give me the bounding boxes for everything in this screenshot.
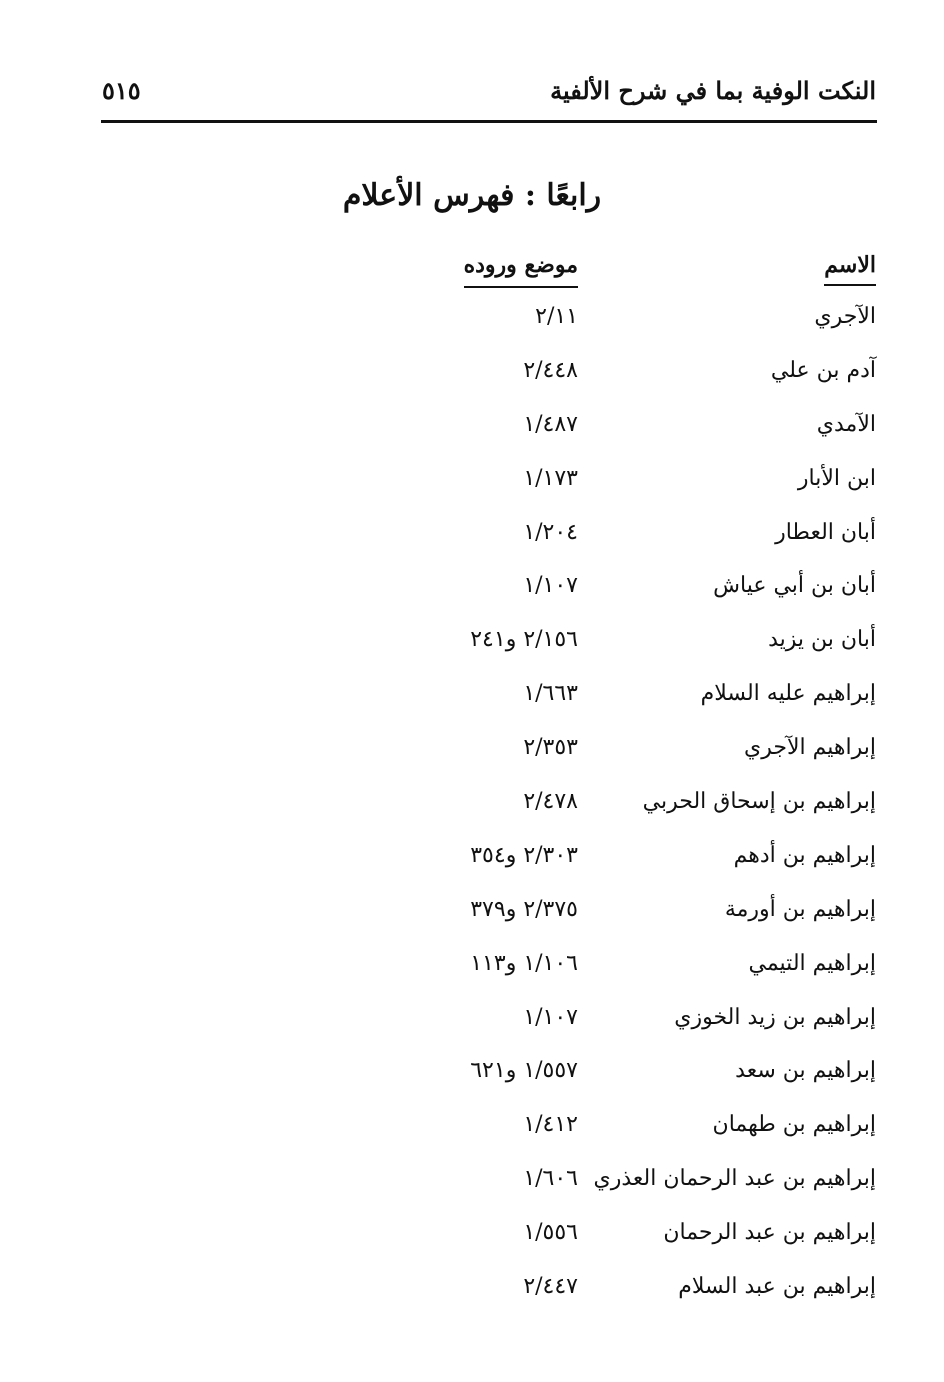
entry-name: إبراهيم بن سعد xyxy=(735,1058,876,1084)
entry-name: إبراهيم بن عبد الرحمان xyxy=(663,1220,876,1246)
entry-location: ١/٤٨٧ xyxy=(523,411,578,437)
entry-location: ١/٦٦٣ xyxy=(523,681,578,707)
entry-location: ١/١٠٧ xyxy=(523,573,578,599)
index-entry xyxy=(0,835,944,889)
index-entry xyxy=(0,458,944,512)
entry-name: أبان بن يزيد xyxy=(768,627,876,653)
column-header-name xyxy=(824,252,876,278)
entry-name: إبراهيم بن إسحاق الحربي xyxy=(642,789,876,815)
entry-name: إبراهيم عليه السلام xyxy=(700,681,876,707)
header-rule xyxy=(101,120,877,123)
index-entry xyxy=(0,1212,944,1266)
entry-location: ١/٥٥٦ xyxy=(523,1220,578,1246)
index-entry xyxy=(0,296,944,350)
section-title: رابعًا : فهرس الأعلام xyxy=(342,178,602,213)
entry-location: ١/١٠٦ و١١٣ xyxy=(470,950,578,976)
entry-name: أبان العطار xyxy=(775,519,876,545)
index-entry xyxy=(0,943,944,997)
entry-name: ابن الأبار xyxy=(797,465,876,491)
column-header-name-label: الاسم xyxy=(824,252,876,286)
entry-location: ٢/٤٧٨ xyxy=(523,789,578,815)
entry-location: ٢/٣٠٣ و٣٥٤ xyxy=(470,842,578,868)
entry-location: ٢/٤٤٧ xyxy=(523,1274,578,1300)
entry-location: ٢/١٥٦ و٢٤١ xyxy=(470,627,578,653)
entry-location: ٢/١١ xyxy=(535,304,578,329)
index-entry xyxy=(0,1266,944,1320)
column-header-location-label: موضع وروده xyxy=(464,252,578,288)
index-entry xyxy=(0,1104,944,1158)
index-entry xyxy=(0,350,944,404)
entry-name: إبراهيم بن عبد الرحمان العذري xyxy=(593,1166,876,1192)
column-header-location xyxy=(464,252,578,278)
entry-name: إبراهيم بن أورمة xyxy=(724,896,876,922)
entry-name: إبراهيم الآجري xyxy=(744,735,876,761)
entry-location: ٢/٣٧٥ و٣٧٩ xyxy=(470,896,578,922)
index-entry xyxy=(0,781,944,835)
index-entry xyxy=(0,565,944,619)
index-entry xyxy=(0,673,944,727)
entry-name: إبراهيم التيمي xyxy=(748,950,876,976)
index-entry xyxy=(0,512,944,566)
entry-name: إبراهيم بن طهمان xyxy=(712,1112,876,1138)
page-number: ٥١٥ xyxy=(102,76,141,105)
entry-location: ١/١٠٧ xyxy=(523,1004,578,1030)
index-entry xyxy=(0,404,944,458)
index-entry xyxy=(0,727,944,781)
index-entry xyxy=(0,1050,944,1104)
entry-location: ١/٦٠٦ xyxy=(523,1166,578,1192)
index-entry xyxy=(0,1158,944,1212)
entry-location: ١/١٧٣ xyxy=(523,465,578,491)
index-entry xyxy=(0,619,944,673)
entry-name: الآجري xyxy=(814,304,876,329)
entry-name: إبراهيم بن أدهم xyxy=(733,842,876,868)
entry-location: ٢/٤٤٨ xyxy=(523,357,578,383)
entry-name: أبان بن أبي عياش xyxy=(713,573,876,599)
index-entry xyxy=(0,889,944,943)
index-list xyxy=(0,296,944,1320)
entry-name: آدم بن علي xyxy=(770,357,876,383)
entry-name: إبراهيم بن عبد السلام xyxy=(678,1274,876,1300)
index-entry xyxy=(0,997,944,1051)
entry-location: ٢/٣٥٣ xyxy=(523,735,578,761)
entry-location: ١/٤١٢ xyxy=(523,1112,578,1138)
entry-location: ١/٢٠٤ xyxy=(523,519,578,545)
running-title: النكت الوفية بما في شرح الألفية xyxy=(550,76,876,105)
entry-location: ١/٥٥٧ و٦٢١ xyxy=(470,1058,578,1084)
entry-name: إبراهيم بن زيد الخوزي xyxy=(674,1004,876,1030)
entry-name: الآمدي xyxy=(816,411,876,437)
